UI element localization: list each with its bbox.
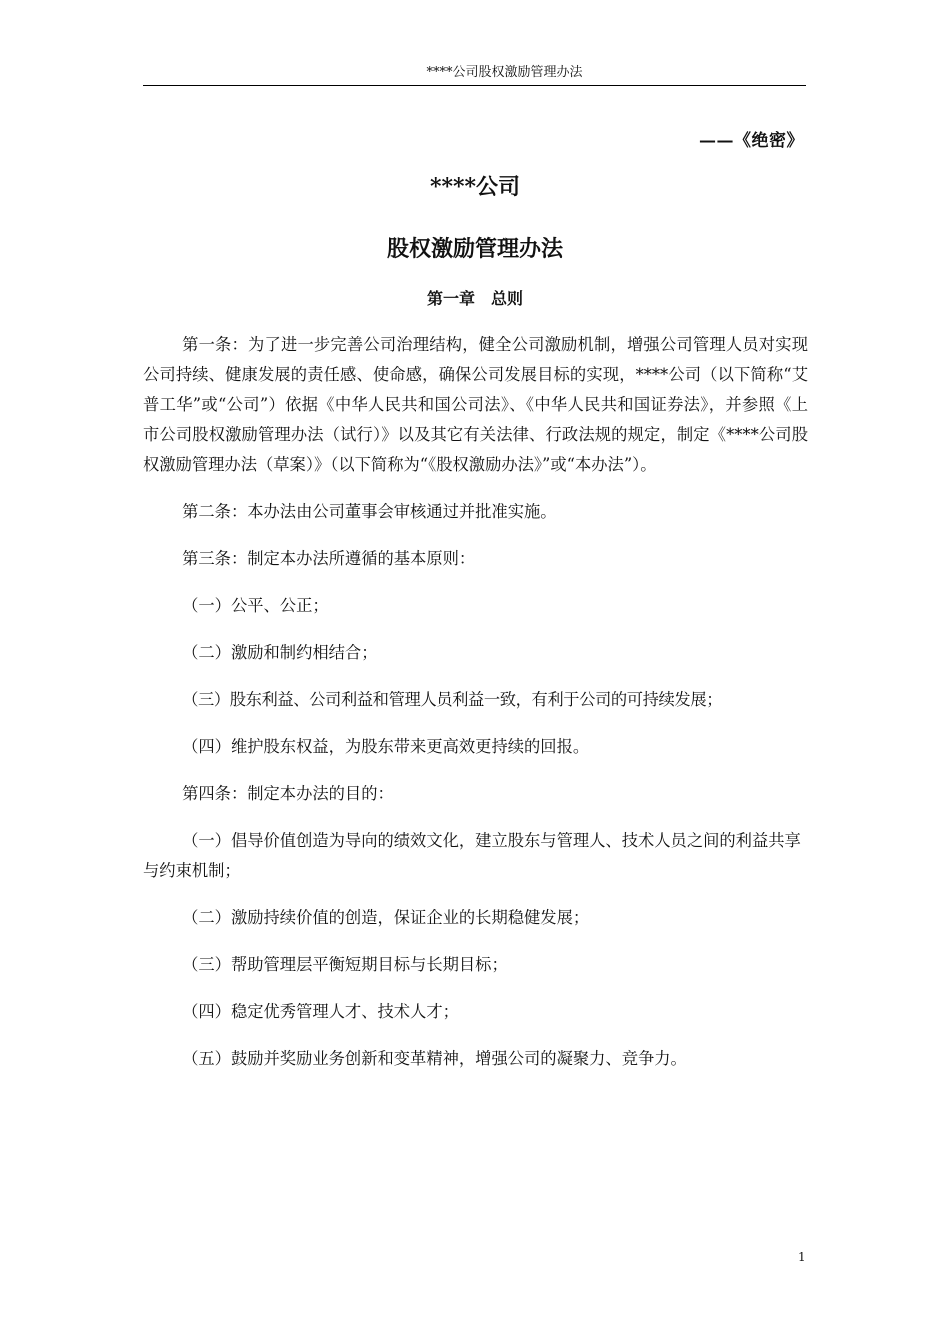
article-3: 第三条：制定本办法所遵循的基本原则： [182,549,476,568]
purpose-item: （一）倡导价值创造为导向的绩效文化，建立股东与管理人、技术人员之间的利益共享与约束机制； [143,831,801,880]
principle-item: （二）激励和制约相结合； [182,643,378,662]
principle-item: （四）维护股东权益，为股东带来更高效更持续的回报。 [182,737,590,756]
principle-item: （三）股东利益、公司利益和管理人员利益一致，有利于公司的可持续发展； [182,690,723,709]
article-2: 第二条：本办法由公司董事会审核通过并批准实施。 [182,502,557,521]
article-1: 第一条：为了进一步完善公司治理结构，健全公司激励机制，增强公司管理人员对实现公司持续、健康发展的责任感、使命感，确保公司发展目标的实现，****公司（以下简称“艾普工华”或“公司”）依据《中华人民共和国公司法》、《中华人民共和国证券法》，并参照《上市公司股权激励管理办法（试行）》以及其它有关法律、行政法规的规定，制定《****公司股权激励管理办法（草案）》（以下简称为“《股权激励办法》”或“本办法”）。 [143,335,808,474]
purpose-item: （二）激励持续价值的创造，保证企业的长期稳健发展； [182,908,590,927]
purpose-item: （五）鼓励并奖励业务创新和变革精神，增强公司的凝聚力、竞争力。 [182,1049,687,1068]
page-header: ****公司股权激励管理办法 [426,65,583,80]
document-body [143,330,808,1091]
header-divider [143,85,806,86]
article-4: 第四条：制定本办法的目的： [182,784,394,803]
purpose-item: （四）稳定优秀管理人才、技术人才； [182,1002,459,1021]
document-title: 股权激励管理办法 [386,236,563,262]
confidential-mark: ——《绝密》 [699,131,804,151]
page-number: 1 [798,1250,806,1264]
chapter-heading: 第一章 总则 [426,289,523,308]
principle-item: （一）公平、公正； [182,596,329,615]
company-name: ****公司 [429,174,521,200]
purpose-item: （三）帮助管理层平衡短期目标与长期目标； [182,955,508,974]
